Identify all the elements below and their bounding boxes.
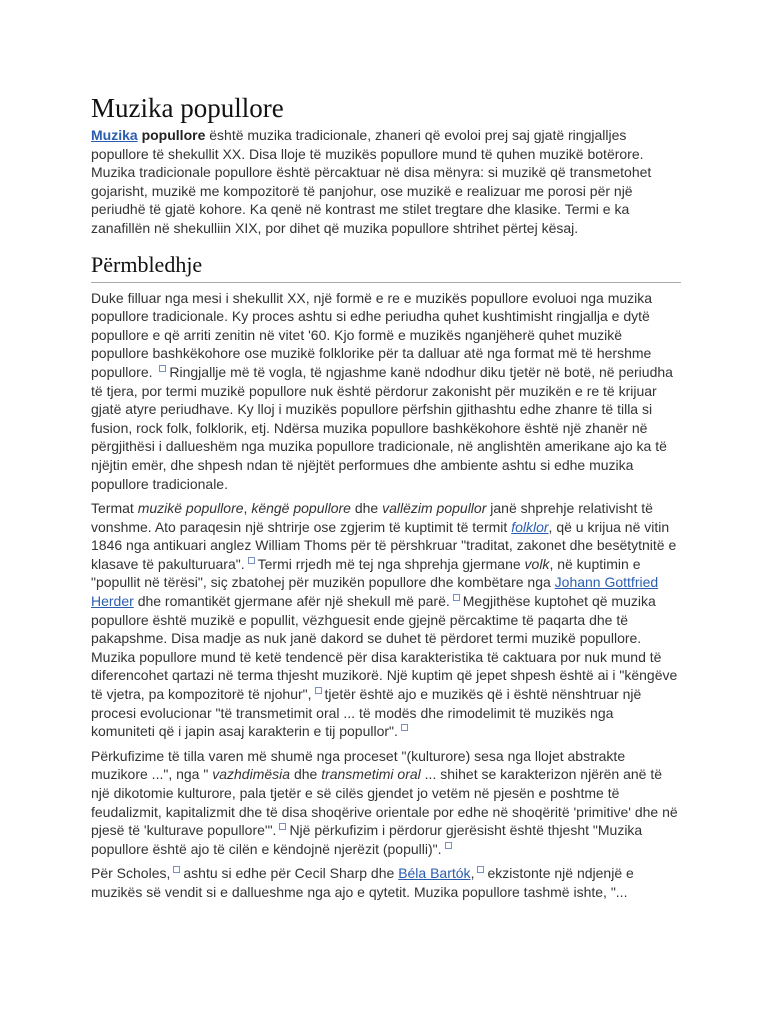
paragraph-termat bbox=[91, 499, 681, 741]
reference-icon[interactable] bbox=[477, 866, 484, 873]
italic-term: transmetimi oral bbox=[321, 766, 421, 783]
text-run: Termi rrjedh më tej nga shprehja gjermane bbox=[257, 555, 521, 572]
reference-icon[interactable] bbox=[248, 557, 255, 564]
article bbox=[91, 92, 681, 902]
intro-paragraph bbox=[91, 126, 681, 238]
text-run: Megjithëse kuptohet që muzika popullore është muzikë e popullit, vëzhguesit ende gjejnë përcaktime të paqarta dhe të pakapshme. Disa madje as nuk janë dakord se duhet të përdoret termi muzikë popullore. Muzika popullore mund të ketë tendencë për disa karakteristika të caktuara por nuk mund të diferencohet qartazi në terma thjesht muzikorë. Një kuptim që jepet shpesh është ai i "këngëve të vjetra, pa kompozitorë të njohur", bbox=[91, 593, 678, 703]
text-run: , bbox=[470, 865, 475, 882]
reference-icon[interactable] bbox=[173, 866, 180, 873]
italic-term: volk bbox=[524, 555, 550, 572]
text-run: Ringjallje më të vogla, të ngjashme kanë ndodhur diku tjetër në botë, në periudha të tjera, por termi muzikë popullore nuk është përdorur zakonisht për muzikën e re të krijuar gjatë atyre periudhave. Ky lloj i muzikës popullore përfshin gjithashtu edhe zhanre të tilla si fusion, rock folk, folklorik, etj. Ndërsa muzika popullore bashkëkohore është një zhanër në përgjithësi i dallueshëm nga muzika popullore tradicionale, në anglishtën amerikane ajo ka të njëjtin emër, dhe shpesh ndan të njëjtët performues dhe ambiente ashtu si edhe muzika popullore tradicionale. bbox=[91, 363, 673, 492]
text-run: Për Scholes, bbox=[91, 865, 171, 882]
section-heading: Përmbledhje bbox=[91, 251, 203, 277]
paragraph-perkufizime bbox=[91, 747, 681, 859]
section-divider bbox=[91, 282, 681, 283]
text-run: ashtu si edhe për Cecil Sharp dhe bbox=[183, 865, 395, 882]
intro-text: është muzika tradicionale, zhaneri që evoloi prej saj gjatë ringjalljes popullore të shekullit XX. Disa lloje të muzikës popullore mund të quhen muzikë botërore. Muzika tradicionale popullore është përcaktuar në disa mënyra: si muzikë që transmetohet gojarisht, muzikë me kompozitorë të panjohur, ose muzikë e realizuar me porosi për një periudhë të gjatë kohore. Ka qenë në kontrast me stilet tregtare dhe klasike. Termi e ka zanafillën në shekulliin XIX, por dihet që muzika popullore shtrihet përtej kësaj. bbox=[91, 127, 652, 236]
reference-icon[interactable] bbox=[401, 724, 408, 731]
reference-icon[interactable] bbox=[279, 823, 286, 830]
paragraph-scholes bbox=[91, 864, 681, 901]
text-run: Duke filluar nga mesi i shekullit XX, një formë e re e muzikës popullore evoluoi nga muzika popullore tradicionale. Ky proces ashtu si edhe periudha quhet kushtimisht ringjallja e dytë popullore e që arriti zenitin në vitet '60. Kjo formë e muzikës nganjëherë quhet muzikë popullore bashkëkohore ose muzikë folklorike për ta dalluar atë nga format më të hershme popullore. bbox=[91, 289, 653, 380]
text-run: dhe bbox=[354, 500, 379, 517]
reference-icon[interactable] bbox=[445, 842, 452, 849]
text-run: janë shprehje relativisht të vonshme. Ato paraqesin një shtrirje ose zgjerim të kuptimit të termit bbox=[91, 500, 653, 535]
italic-term: vallëzim popullor bbox=[382, 500, 487, 517]
text-run: ekzistonte një ndjenjë e muzikës së vendit si e dallueshme nga ajo e qytetit. Muzika popullore tashmë ishte, "... bbox=[91, 865, 634, 900]
text-run: , bbox=[243, 500, 248, 517]
paragraph-permbledhje bbox=[91, 289, 681, 494]
text-run: , në kuptimin e "popullit në tërësi", siç zbatohej për muzikën popullore dhe kombëtare nga bbox=[91, 555, 641, 591]
text-run: Përkufizime të tilla varen më shumë nga proceset "(kulturore) sesa nga llojet abstrakte muzikore ...", nga " bbox=[91, 747, 626, 783]
herder-link[interactable]: Johann Gottfried Herder bbox=[91, 574, 659, 610]
text-run: Termat bbox=[91, 500, 134, 517]
text-run: tjetër është ajo e muzikës që i është nënshtruar një procesi evolucionar "të transmetimit oral ... të modës dhe rimodelimit të muzikës nga komuniteti që i japin asaj karakterin e tij popullor". bbox=[91, 686, 642, 740]
reference-icon[interactable] bbox=[315, 687, 322, 694]
italic-term: vazhdimësia bbox=[212, 766, 291, 783]
folklor-link[interactable]: folklor bbox=[511, 518, 549, 535]
page-title: Muzika popullore bbox=[91, 93, 284, 123]
italic-term: muzikë popullore bbox=[137, 500, 244, 517]
muzika-link[interactable]: Muzika bbox=[91, 127, 138, 143]
reference-icon[interactable] bbox=[159, 365, 166, 372]
text-run: dhe bbox=[293, 766, 318, 783]
text-run: Një përkufizim i përdorur gjerësisht është thjesht "Muzika popullore është ajo të cilën e këndojnë njerëzit (populli)". bbox=[91, 822, 643, 857]
reference-icon[interactable] bbox=[453, 594, 460, 601]
text-run: , që u krijua në vitin 1846 nga antikuari anglez William Thoms për të përshkruar "traditat, zakonet dhe besëtytnitë e klasave të pakulturuara". bbox=[91, 518, 677, 572]
italic-term: këngë popullore bbox=[251, 500, 351, 517]
intro-bold-term: popullore bbox=[141, 127, 206, 143]
bartok-link[interactable]: Béla Bartók bbox=[398, 865, 471, 882]
text-run: dhe romantikët gjermane afër një shekull më parë. bbox=[137, 593, 450, 610]
text-run: ... shihet se karakterizon njërën anë të një dikotomie kulturore, pala tjetër e së cilës gjendet jo vetëm në pjesën e poshtme të feudalizmit, kapitalizmit dhe të disa shoqërive orientale por edhe në shoqëritë 'primitive' dhe në pjesë të 'kulturave popullore'". bbox=[91, 766, 678, 839]
